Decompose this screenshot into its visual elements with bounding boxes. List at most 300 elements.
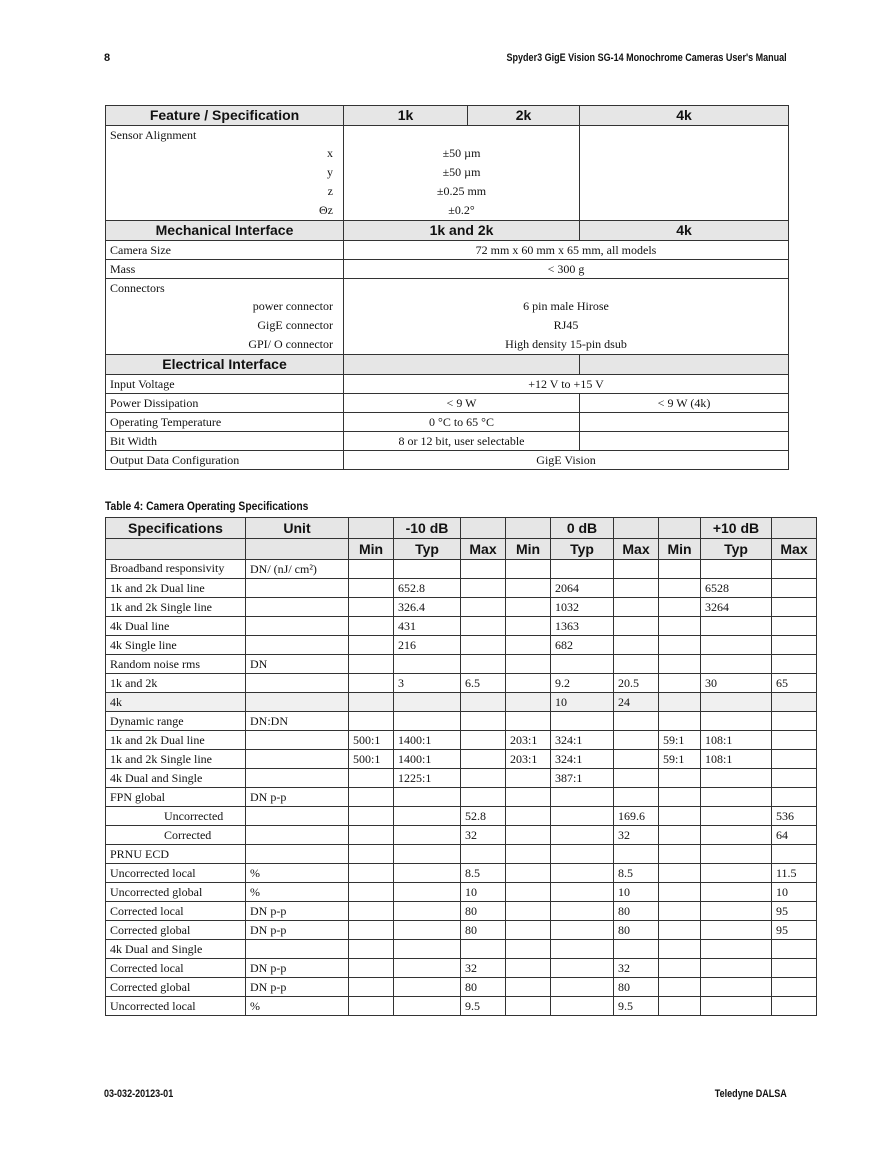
col-unit: Unit: [246, 518, 349, 539]
spec-label: 1k and 2k: [106, 674, 246, 693]
spec-label: 4k: [106, 693, 246, 712]
value-cell: 500:1: [349, 750, 394, 769]
align-x-value: ±50 µm: [442, 146, 481, 160]
value-cell: [551, 712, 614, 731]
value-cell: 1400:1: [394, 731, 461, 750]
value-cell: [614, 845, 659, 864]
align-theta-value: ±0.2°: [448, 203, 475, 217]
value-cell: [551, 940, 614, 959]
col-max: Max: [772, 539, 817, 560]
elec-col-1k2k: [344, 355, 580, 375]
value-cell: 324:1: [551, 750, 614, 769]
col-gain-plus10: +10 dB: [701, 518, 772, 539]
value-cell: [461, 940, 506, 959]
value-cell: [394, 959, 461, 978]
table-row: [106, 864, 817, 883]
value-cell: [349, 693, 394, 712]
value-cell: [772, 655, 817, 674]
col-4k: 4k: [580, 106, 789, 126]
value-cell: [772, 788, 817, 807]
value-cell: [701, 636, 772, 655]
value-cell: [659, 940, 701, 959]
value-cell: [349, 712, 394, 731]
unit-cell: [246, 845, 349, 864]
input-voltage-row: [106, 375, 789, 394]
value-cell: [349, 902, 394, 921]
value-cell: [701, 826, 772, 845]
table-row: [106, 826, 817, 845]
axis-theta-z: Θz: [319, 203, 333, 217]
spec-label: PRNU ECD: [106, 845, 246, 864]
spec-label: FPN global: [106, 788, 246, 807]
output-data-value: GigE Vision: [344, 451, 789, 470]
value-cell: 500:1: [349, 731, 394, 750]
value-cell: [506, 788, 551, 807]
connectors-values: [344, 279, 789, 355]
value-cell: [551, 997, 614, 1016]
input-voltage-label: Input Voltage: [106, 375, 344, 394]
value-cell: 216: [394, 636, 461, 655]
value-cell: [506, 560, 551, 579]
value-cell: [701, 655, 772, 674]
value-cell: [349, 769, 394, 788]
value-cell: 80: [461, 902, 506, 921]
sensor-alignment-label: Sensor Alignment x y z Θz: [106, 126, 344, 221]
spec-label: Corrected local: [106, 959, 246, 978]
company-name: Teledyne DALSA: [714, 1088, 787, 1100]
value-cell: [349, 560, 394, 579]
spec-label: Uncorrected: [106, 807, 246, 826]
manual-title: Spyder3 GigE Vision SG-14 Monochrome Cameras User's Manual: [506, 52, 787, 64]
value-cell: [614, 560, 659, 579]
table-row: [106, 845, 817, 864]
value-cell: [772, 560, 817, 579]
unit-cell: [246, 617, 349, 636]
value-cell: [551, 978, 614, 997]
value-cell: 11.5: [772, 864, 817, 883]
mechanical-interface-heading: Mechanical Interface: [106, 221, 344, 241]
mass-row: [106, 260, 789, 279]
value-cell: 10: [461, 883, 506, 902]
table-row: [106, 902, 817, 921]
value-cell: [701, 902, 772, 921]
value-cell: [701, 845, 772, 864]
value-cell: [349, 940, 394, 959]
unit-cell: [246, 579, 349, 598]
value-cell: [551, 826, 614, 845]
value-cell: [394, 655, 461, 674]
value-cell: [394, 864, 461, 883]
col-min: Min: [659, 539, 701, 560]
value-cell: 387:1: [551, 769, 614, 788]
table2-subheader-row: [106, 539, 817, 560]
table-caption: Table 4: Camera Operating Specifications: [105, 499, 309, 513]
value-cell: [614, 769, 659, 788]
col-gain-0: 0 dB: [551, 518, 614, 539]
value-cell: 32: [461, 959, 506, 978]
spec-label: Corrected local: [106, 902, 246, 921]
value-cell: [772, 845, 817, 864]
axis-y: y: [327, 165, 333, 179]
gige-connector-label: GigE connector: [257, 318, 333, 332]
operating-temp-4k: [580, 413, 789, 432]
value-cell: [394, 693, 461, 712]
value-cell: 95: [772, 921, 817, 940]
power-dissipation-row: [106, 394, 789, 413]
value-cell: [701, 693, 772, 712]
table-row: [106, 731, 817, 750]
page-number: 8: [104, 52, 111, 64]
col-1k: 1k: [344, 106, 468, 126]
camera-size-row: [106, 241, 789, 260]
value-cell: 169.6: [614, 807, 659, 826]
table-row: [106, 674, 817, 693]
table-row: [106, 997, 817, 1016]
value-cell: 10: [551, 693, 614, 712]
axis-z: z: [327, 184, 333, 198]
sensor-alignment-row: [106, 126, 789, 221]
value-cell: 32: [614, 826, 659, 845]
spec-label: 1k and 2k Single line: [106, 750, 246, 769]
value-cell: [394, 902, 461, 921]
value-cell: 10: [772, 883, 817, 902]
value-cell: [772, 598, 817, 617]
value-cell: 3: [394, 674, 461, 693]
value-cell: [772, 940, 817, 959]
value-cell: [394, 921, 461, 940]
value-cell: [614, 617, 659, 636]
value-cell: [551, 864, 614, 883]
value-cell: [349, 655, 394, 674]
spec-label: 4k Dual and Single: [106, 940, 246, 959]
table-row: [106, 579, 817, 598]
spec-label: Uncorrected local: [106, 997, 246, 1016]
col-max: Max: [461, 539, 506, 560]
camera-size-label: Camera Size: [106, 241, 344, 260]
spec-label: 4k Dual line: [106, 617, 246, 636]
value-cell: [614, 750, 659, 769]
table-row: [106, 788, 817, 807]
value-cell: 80: [614, 978, 659, 997]
value-cell: [349, 636, 394, 655]
value-cell: [461, 579, 506, 598]
mass-value: < 300 g: [344, 260, 789, 279]
col-feature: Feature / Specification: [106, 106, 344, 126]
spec-label: Corrected global: [106, 978, 246, 997]
table-row: [106, 655, 817, 674]
value-cell: [349, 598, 394, 617]
value-cell: 1400:1: [394, 750, 461, 769]
value-cell: [506, 712, 551, 731]
blank-head: [614, 518, 659, 539]
unit-cell: [246, 598, 349, 617]
value-cell: [701, 769, 772, 788]
blank-head: [506, 518, 551, 539]
spec-label: Uncorrected local: [106, 864, 246, 883]
value-cell: [349, 788, 394, 807]
table-row: [106, 883, 817, 902]
value-cell: [701, 978, 772, 997]
value-cell: [701, 560, 772, 579]
axis-x: x: [327, 146, 333, 160]
mass-label: Mass: [106, 260, 344, 279]
value-cell: [394, 788, 461, 807]
blank-head: [106, 539, 246, 560]
col-min: Min: [349, 539, 394, 560]
value-cell: 431: [394, 617, 461, 636]
power-dissipation-label: Power Dissipation: [106, 394, 344, 413]
sensor-alignment-4k: [580, 126, 789, 221]
value-cell: [349, 807, 394, 826]
value-cell: [506, 617, 551, 636]
value-cell: [659, 826, 701, 845]
value-cell: [659, 997, 701, 1016]
unit-cell: [246, 769, 349, 788]
value-cell: 20.5: [614, 674, 659, 693]
operating-specs-table: [105, 517, 817, 1016]
value-cell: [551, 921, 614, 940]
spec-label: Uncorrected global: [106, 883, 246, 902]
value-cell: 8.5: [461, 864, 506, 883]
value-cell: [349, 674, 394, 693]
electrical-interface-heading: Electrical Interface: [106, 355, 344, 375]
value-cell: [461, 788, 506, 807]
spec-label: Corrected: [106, 826, 246, 845]
value-cell: [659, 579, 701, 598]
value-cell: [659, 674, 701, 693]
value-cell: [461, 655, 506, 674]
value-cell: 9.5: [614, 997, 659, 1016]
value-cell: [659, 959, 701, 978]
value-cell: 30: [701, 674, 772, 693]
unit-cell: [246, 807, 349, 826]
value-cell: [506, 693, 551, 712]
table-row: [106, 769, 817, 788]
spec-label: 1k and 2k Single line: [106, 598, 246, 617]
blank-head: [659, 518, 701, 539]
value-cell: [349, 579, 394, 598]
value-cell: [701, 940, 772, 959]
table-row: [106, 750, 817, 769]
mechanical-header-row: [106, 221, 789, 241]
unit-cell: DN p-p: [246, 902, 349, 921]
value-cell: [614, 940, 659, 959]
value-cell: [461, 845, 506, 864]
unit-cell: [246, 826, 349, 845]
bit-width-label: Bit Width: [106, 432, 344, 451]
value-cell: [506, 883, 551, 902]
value-cell: 6.5: [461, 674, 506, 693]
align-y-value: ±50 µm: [442, 165, 481, 179]
value-cell: [772, 712, 817, 731]
doc-number: 03-032-20123-01: [104, 1088, 174, 1100]
value-cell: [659, 617, 701, 636]
spec-label: Random noise rms: [106, 655, 246, 674]
value-cell: [551, 845, 614, 864]
unit-cell: DN p-p: [246, 788, 349, 807]
value-cell: 682: [551, 636, 614, 655]
unit-cell: DN: [246, 655, 349, 674]
value-cell: [772, 617, 817, 636]
value-cell: [506, 579, 551, 598]
value-cell: [506, 769, 551, 788]
unit-cell: %: [246, 864, 349, 883]
value-cell: [506, 674, 551, 693]
value-cell: [506, 636, 551, 655]
value-cell: [394, 712, 461, 731]
col-typ: Typ: [701, 539, 772, 560]
value-cell: 2064: [551, 579, 614, 598]
value-cell: [659, 788, 701, 807]
value-cell: 108:1: [701, 750, 772, 769]
blank-head: [349, 518, 394, 539]
table-row: [106, 712, 817, 731]
table-row: [106, 807, 817, 826]
spec-label: 4k Single line: [106, 636, 246, 655]
value-cell: [506, 864, 551, 883]
value-cell: [349, 826, 394, 845]
value-cell: 80: [461, 921, 506, 940]
table-row: [106, 636, 817, 655]
col-typ: Typ: [394, 539, 461, 560]
value-cell: 59:1: [659, 731, 701, 750]
value-cell: [701, 921, 772, 940]
value-cell: [394, 997, 461, 1016]
value-cell: 32: [461, 826, 506, 845]
value-cell: 652.8: [394, 579, 461, 598]
power-connector-label: power connector: [252, 299, 333, 313]
value-cell: [394, 807, 461, 826]
value-cell: [461, 560, 506, 579]
value-cell: [551, 902, 614, 921]
table-row: [106, 940, 817, 959]
value-cell: [772, 636, 817, 655]
value-cell: [461, 693, 506, 712]
unit-cell: %: [246, 997, 349, 1016]
camera-size-value: 72 mm x 60 mm x 65 mm, all models: [344, 241, 789, 260]
value-cell: [772, 731, 817, 750]
value-cell: [659, 902, 701, 921]
value-cell: [659, 978, 701, 997]
value-cell: [551, 807, 614, 826]
output-data-label: Output Data Configuration: [106, 451, 344, 470]
value-cell: [551, 883, 614, 902]
table-row: [106, 598, 817, 617]
value-cell: 1225:1: [394, 769, 461, 788]
value-cell: 324:1: [551, 731, 614, 750]
value-cell: [659, 636, 701, 655]
col-2k: 2k: [468, 106, 580, 126]
value-cell: 9.2: [551, 674, 614, 693]
col-gain-minus10: -10 dB: [394, 518, 461, 539]
value-cell: 1032: [551, 598, 614, 617]
elec-col-4k: [580, 355, 789, 375]
feature-spec-table: [105, 105, 789, 470]
value-cell: [394, 978, 461, 997]
unit-cell: DN p-p: [246, 921, 349, 940]
spec-label: Corrected global: [106, 921, 246, 940]
value-cell: [506, 655, 551, 674]
value-cell: [506, 807, 551, 826]
gpio-connector-label: GPI/ O connector: [248, 337, 333, 351]
value-cell: [614, 655, 659, 674]
value-cell: 80: [614, 921, 659, 940]
value-cell: [461, 750, 506, 769]
mech-col-4k: 4k: [580, 221, 789, 241]
input-voltage-value: +12 V to +15 V: [344, 375, 789, 394]
value-cell: [659, 693, 701, 712]
value-cell: 6528: [701, 579, 772, 598]
value-cell: 9.5: [461, 997, 506, 1016]
value-cell: [349, 921, 394, 940]
gige-connector-value: RJ45: [553, 318, 579, 332]
table-row: [106, 921, 817, 940]
spec-label: 4k Dual and Single: [106, 769, 246, 788]
value-cell: [461, 636, 506, 655]
bit-width-4k: [580, 432, 789, 451]
value-cell: [659, 655, 701, 674]
gpio-connector-value: High density 15-pin dsub: [505, 337, 627, 351]
value-cell: [701, 864, 772, 883]
value-cell: [659, 807, 701, 826]
value-cell: 80: [461, 978, 506, 997]
value-cell: [659, 864, 701, 883]
value-cell: [506, 845, 551, 864]
value-cell: 80: [614, 902, 659, 921]
value-cell: [551, 788, 614, 807]
output-data-row: [106, 451, 789, 470]
value-cell: [659, 598, 701, 617]
unit-cell: [246, 940, 349, 959]
value-cell: 95: [772, 902, 817, 921]
value-cell: [614, 788, 659, 807]
value-cell: [349, 883, 394, 902]
unit-cell: [246, 636, 349, 655]
value-cell: [506, 921, 551, 940]
value-cell: [551, 560, 614, 579]
table-row: [106, 560, 817, 579]
value-cell: 326.4: [394, 598, 461, 617]
value-cell: [394, 940, 461, 959]
value-cell: [701, 807, 772, 826]
value-cell: [506, 997, 551, 1016]
value-cell: [772, 978, 817, 997]
power-connector-value: 6 pin male Hirose: [523, 299, 609, 313]
value-cell: [614, 731, 659, 750]
value-cell: [506, 940, 551, 959]
bit-width-row: [106, 432, 789, 451]
unit-cell: %: [246, 883, 349, 902]
unit-cell: [246, 674, 349, 693]
value-cell: [349, 864, 394, 883]
unit-cell: [246, 693, 349, 712]
col-min: Min: [506, 539, 551, 560]
unit-cell: [246, 731, 349, 750]
value-cell: 203:1: [506, 750, 551, 769]
value-cell: [772, 693, 817, 712]
power-dissipation-1k2k: < 9 W: [344, 394, 580, 413]
value-cell: 65: [772, 674, 817, 693]
sensor-alignment-values: [344, 126, 580, 221]
value-cell: [461, 598, 506, 617]
table-row: [106, 617, 817, 636]
value-cell: 10: [614, 883, 659, 902]
value-cell: [461, 731, 506, 750]
value-cell: [394, 826, 461, 845]
value-cell: 64: [772, 826, 817, 845]
operating-temp-label: Operating Temperature: [106, 413, 344, 432]
value-cell: [394, 883, 461, 902]
